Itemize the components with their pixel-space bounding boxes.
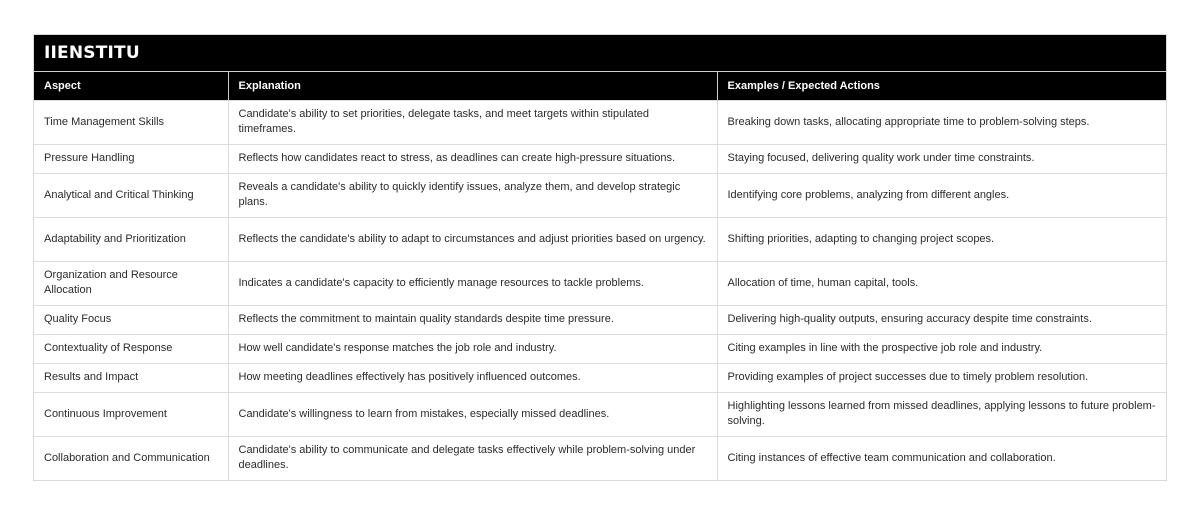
cell-explanation: Reflects the commitment to maintain quality standards despite time pressure. (228, 305, 717, 334)
column-header-examples: Examples / Expected Actions (717, 72, 1166, 100)
table-row (34, 144, 1166, 173)
cell-explanation: Reveals a candidate's ability to quickly identify issues, analyze them, and develop strategic plans. (228, 173, 717, 217)
column-header-explanation: Explanation (228, 72, 717, 100)
cell-explanation: How meeting deadlines effectively has positively influenced outcomes. (228, 363, 717, 392)
cell-examples: Highlighting lessons learned from missed deadlines, applying lessons to future problem-solving. (717, 392, 1166, 436)
table-row (34, 261, 1166, 305)
table-row (34, 363, 1166, 392)
table-row (34, 436, 1166, 480)
cell-examples: Allocation of time, human capital, tools. (717, 261, 1166, 305)
cell-examples: Staying focused, delivering quality work under time constraints. (717, 144, 1166, 173)
cell-aspect: Quality Focus (34, 305, 228, 334)
cell-examples: Breaking down tasks, allocating appropriate time to problem-solving steps. (717, 100, 1166, 144)
cell-aspect: Collaboration and Communication (34, 436, 228, 480)
cell-explanation: How well candidate's response matches the job role and industry. (228, 334, 717, 363)
cell-aspect: Results and Impact (34, 363, 228, 392)
table-row (34, 100, 1166, 144)
table-row (34, 334, 1166, 363)
table-row (34, 305, 1166, 334)
brand-title: IIENSTITU (34, 35, 1166, 72)
table-row (34, 217, 1166, 261)
table-row (34, 392, 1166, 436)
column-header-aspect: Aspect (34, 72, 228, 100)
data-table-container (33, 34, 1167, 481)
cell-examples: Citing instances of effective team communication and collaboration. (717, 436, 1166, 480)
cell-examples: Shifting priorities, adapting to changing project scopes. (717, 217, 1166, 261)
table-row (34, 173, 1166, 217)
cell-aspect: Organization and Resource Allocation (34, 261, 228, 305)
cell-examples: Identifying core problems, analyzing from different angles. (717, 173, 1166, 217)
cell-explanation: Candidate's willingness to learn from mistakes, especially missed deadlines. (228, 392, 717, 436)
cell-examples: Providing examples of project successes due to timely problem resolution. (717, 363, 1166, 392)
cell-aspect: Adaptability and Prioritization (34, 217, 228, 261)
cell-aspect: Analytical and Critical Thinking (34, 173, 228, 217)
cell-aspect: Contextuality of Response (34, 334, 228, 363)
cell-examples: Citing examples in line with the prospective job role and industry. (717, 334, 1166, 363)
cell-aspect: Time Management Skills (34, 100, 228, 144)
cell-explanation: Indicates a candidate's capacity to efficiently manage resources to tackle problems. (228, 261, 717, 305)
aspects-table (34, 72, 1166, 480)
cell-aspect: Continuous Improvement (34, 392, 228, 436)
table-header-row (34, 72, 1166, 100)
cell-explanation: Candidate's ability to set priorities, delegate tasks, and meet targets within stipulated timeframes. (228, 100, 717, 144)
cell-explanation: Candidate's ability to communicate and delegate tasks effectively while problem-solving under deadlines. (228, 436, 717, 480)
cell-aspect: Pressure Handling (34, 144, 228, 173)
cell-explanation: Reflects the candidate's ability to adapt to circumstances and adjust priorities based on urgency. (228, 217, 717, 261)
cell-explanation: Reflects how candidates react to stress, as deadlines can create high-pressure situations. (228, 144, 717, 173)
cell-examples: Delivering high-quality outputs, ensuring accuracy despite time constraints. (717, 305, 1166, 334)
